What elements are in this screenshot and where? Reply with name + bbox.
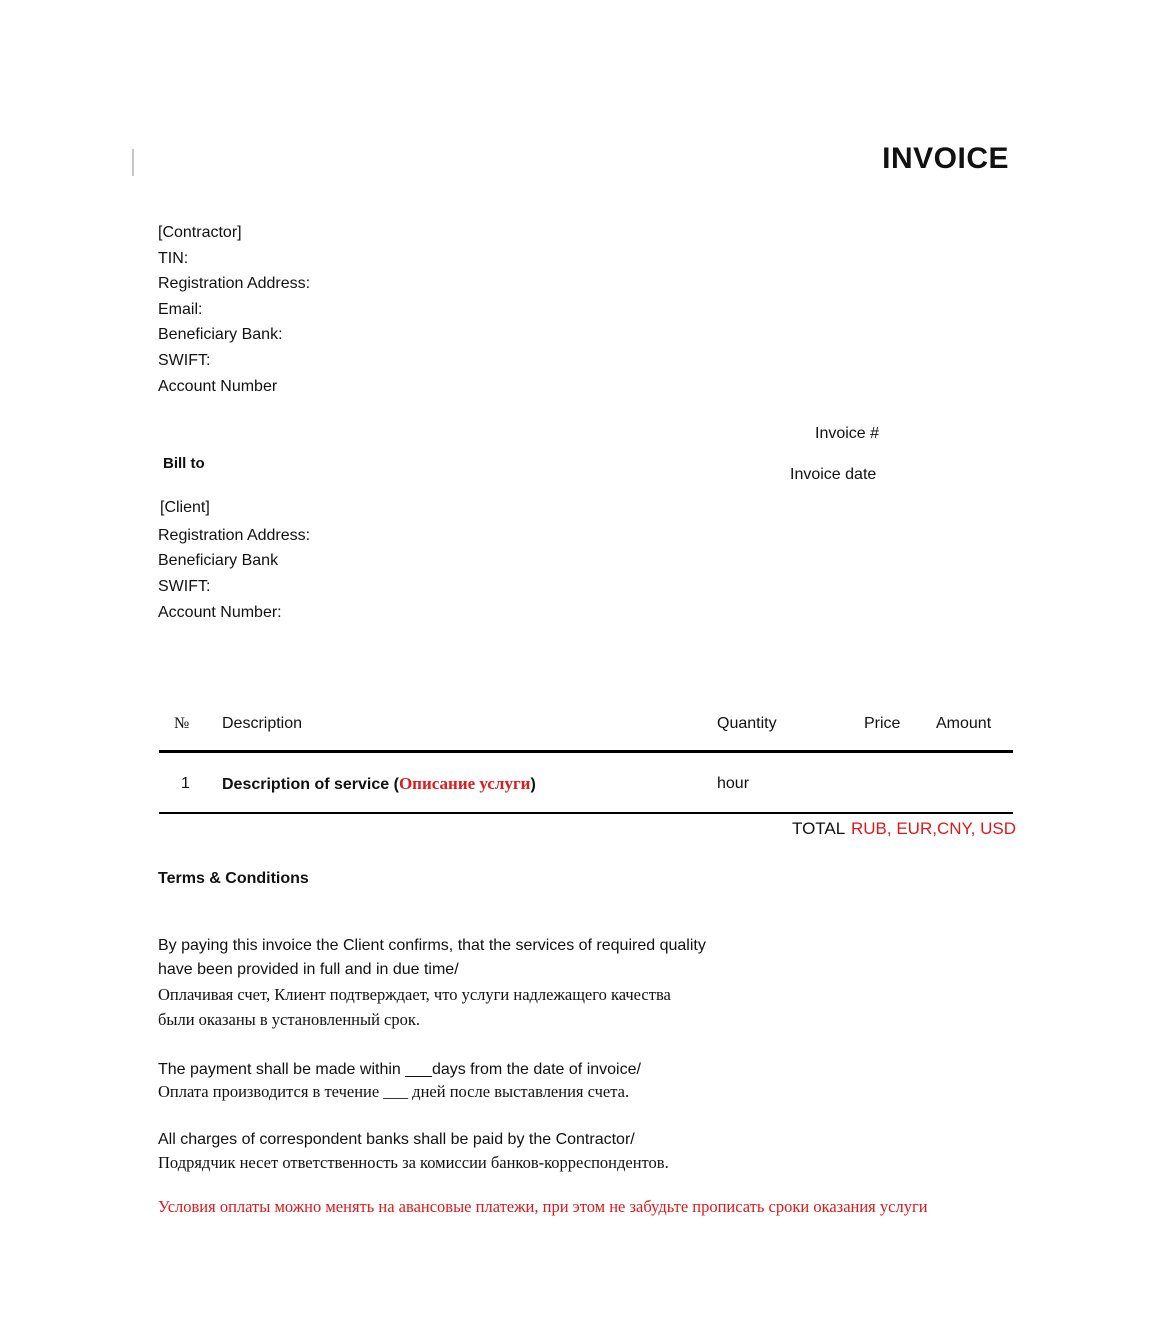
client-address: Registration Address: <box>158 527 311 544</box>
table-header-quantity: Quantity <box>717 715 777 732</box>
invoice-number-label: Invoice # <box>815 425 880 442</box>
table-bottom-rule <box>159 812 1013 814</box>
terms-p1-ru-line2: были оказаны в установленный срок. <box>158 1010 420 1029</box>
description-en: Description of service ( <box>222 776 399 793</box>
contractor-account: Account Number <box>158 378 278 395</box>
table-header-price: Price <box>864 715 901 732</box>
total-currency: RUB, EUR,CNY, USD <box>851 819 1016 838</box>
table-row-quantity: hour <box>717 775 750 792</box>
text-cursor-marker <box>132 149 134 176</box>
bill-to-label: Bill to <box>163 455 205 472</box>
table-header-number: № <box>174 715 190 732</box>
terms-p1-en-line2: have been provided in full and in due time/ <box>158 961 459 978</box>
description-ru: Описание услуги <box>398 774 531 793</box>
contractor-address: Registration Address: <box>158 275 311 292</box>
terms-p3-en: All charges of correspondent banks shall be paid by the Contractor/ <box>158 1131 635 1148</box>
table-header-rule <box>159 750 1013 753</box>
terms-advance-note: Условия оплаты можно менять на авансовые платежи, при этом не забудьте прописать сроки оказания услуги <box>158 1197 928 1216</box>
contractor-name: [Contractor] <box>158 224 242 241</box>
terms-p1-ru-line1: Оплачивая счет, Клиент подтверждает, что услуги надлежащего качества <box>158 985 671 1004</box>
terms-p2-en: The payment shall be made within ___days from the date of invoice/ <box>158 1061 641 1078</box>
contractor-tin: TIN: <box>158 250 189 267</box>
client-bank: Beneficiary Bank <box>158 552 279 569</box>
contractor-swift: SWIFT: <box>158 352 211 369</box>
terms-p2-ru: Оплата производится в течение ___ дней после выставления счета. <box>158 1082 630 1101</box>
contractor-bank: Beneficiary Bank: <box>158 326 283 343</box>
table-row-number: 1 <box>181 775 190 792</box>
description-close: ) <box>530 776 536 793</box>
terms-p1-en-line1: By paying this invoice the Client confirms, that the services of required quality <box>158 937 706 954</box>
table-header-description: Description <box>222 715 303 732</box>
terms-p3-ru: Подрядчик несет ответственность за комиссии банков-корреспондентов. <box>158 1153 669 1172</box>
page-title: INVOICE <box>882 142 1009 175</box>
client-swift: SWIFT: <box>158 578 211 595</box>
table-header-amount: Amount <box>936 715 992 732</box>
contractor-email: Email: <box>158 301 203 318</box>
client-name: [Client] <box>160 499 210 516</box>
table-row-description <box>222 774 536 795</box>
invoice-date-label: Invoice date <box>790 466 877 483</box>
client-account: Account Number: <box>158 604 282 621</box>
terms-heading: Terms & Conditions <box>158 870 309 887</box>
total-label: TOTAL <box>792 819 846 838</box>
